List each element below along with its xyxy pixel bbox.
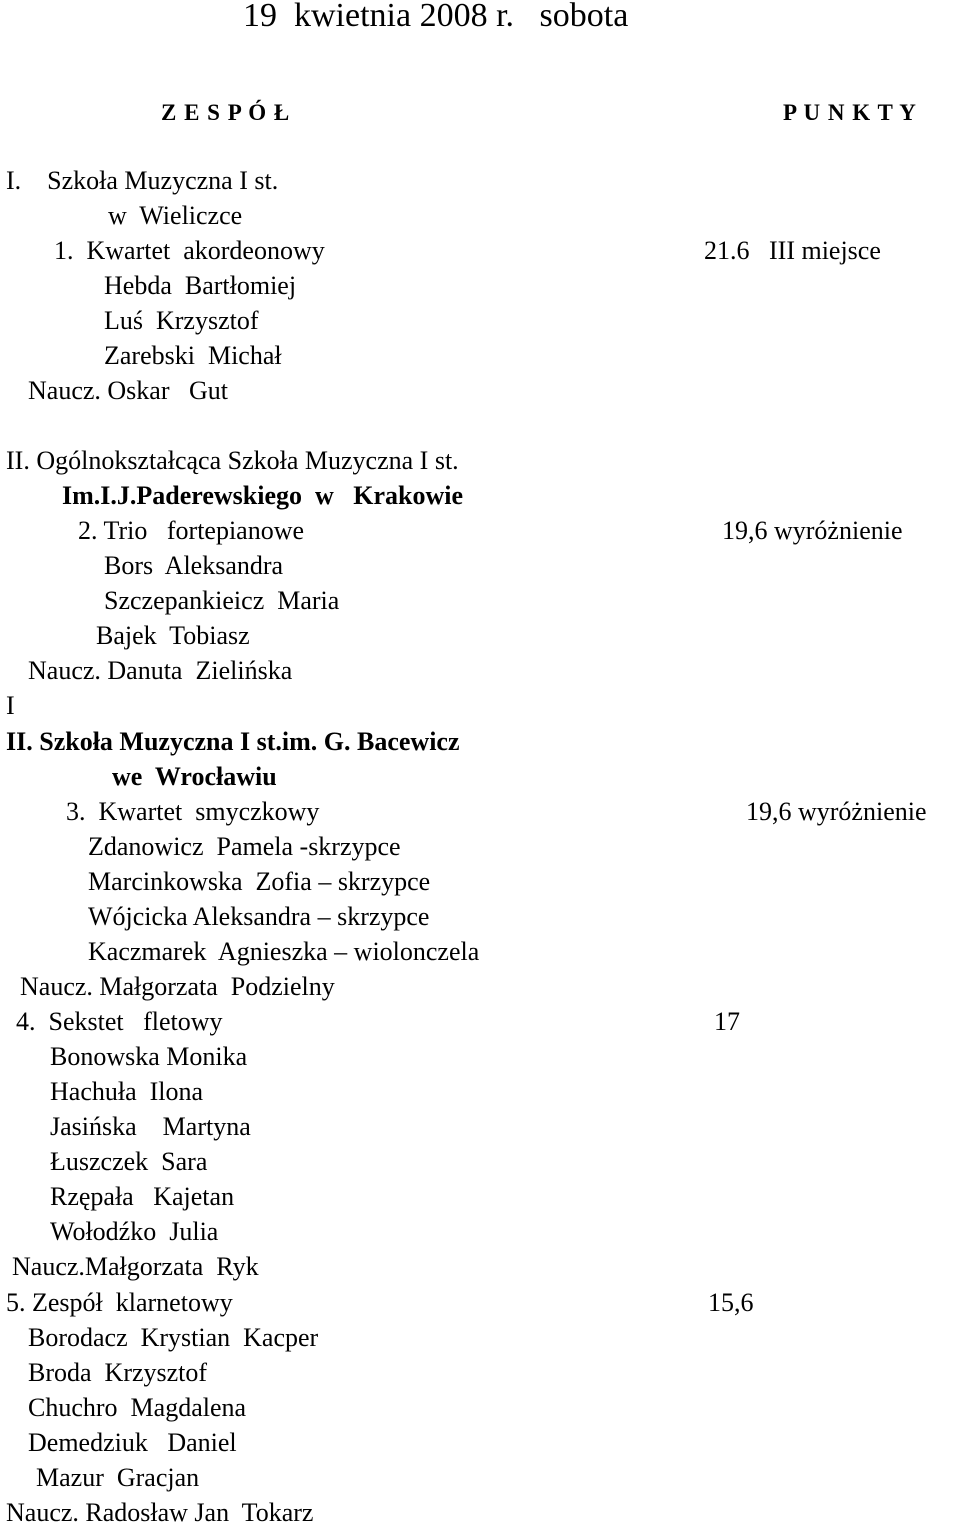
member-name: Rzępała Kajetan [50,1182,235,1211]
member-name: Borodacz Krystian Kacper [28,1323,319,1352]
member-name: Broda Krzysztof [28,1358,208,1387]
column-header-ensemble: Z E S P Ó Ł [161,100,291,125]
member-name: Wołodźko Julia [50,1217,219,1246]
ensemble-score: 19,6 wyróżnienie [722,516,903,545]
teacher-name: Naucz. Radosław Jan Tokarz [6,1498,314,1527]
member-name: Marcinkowska Zofia – skrzypce [88,867,431,896]
ensemble-title: 3. Kwartet smyczkowy [66,797,320,826]
member-name: Bonowska Monika [50,1042,248,1071]
member-name: Jasińska Martyna [50,1112,251,1141]
member-name: Kaczmarek Agnieszka – wiolonczela [88,937,480,966]
member-name: Bajek Tobiasz [96,621,250,650]
member-name: Łuszczek Sara [50,1147,208,1176]
stray-letter: I [6,691,15,720]
school-location: w Wieliczce [108,201,243,230]
ensemble-title: 4. Sekstet fletowy [16,1007,223,1036]
ensemble-title: 5. Zespół klarnetowy [6,1288,233,1317]
ensemble-score: 15,6 [708,1288,754,1317]
member-name: Demedziuk Daniel [28,1428,237,1457]
ensemble-title: 1. Kwartet akordeonowy [54,236,325,265]
school-location: Im.I.J.Paderewskiego w Krakowie [62,481,464,510]
member-name: Zarebski Michał [104,341,282,370]
member-name: Hebda Bartłomiej [104,271,297,300]
member-name: Szczepankieicz Maria [104,586,340,615]
ensemble-score: 19,6 wyróżnienie [746,797,927,826]
page-title: 19 kwietnia 2008 r. sobota [243,0,629,34]
member-name: Wójcicka Aleksandra – skrzypce [88,902,430,931]
member-name: Zdanowicz Pamela -skrzypce [88,832,401,861]
column-header-points: P U N K T Y [783,100,917,125]
ensemble-score: 17 [714,1007,740,1036]
teacher-name: Naucz.Małgorzata Ryk [12,1252,259,1281]
ensemble-title: 2. Trio fortepianowe [78,516,305,545]
teacher-name: Naucz. Małgorzata Podzielny [20,972,335,1001]
school-name: II. Ogólnokształcąca Szkoła Muzyczna I st. [6,446,459,475]
member-name: Chuchro Magdalena [28,1393,247,1422]
teacher-name: Naucz. Danuta Zielińska [28,656,293,685]
member-name: Hachuła Ilona [50,1077,204,1106]
ensemble-score: 21.6 III miejsce [704,236,881,265]
school-location: we Wrocławiu [112,762,277,791]
school-name: II. Szkoła Muzyczna I st.im. G. Bacewicz [6,727,460,756]
member-name: Bors Aleksandra [104,551,284,580]
teacher-name: Naucz. Oskar Gut [28,376,228,405]
school-name: I. Szkoła Muzyczna I st. [6,166,279,195]
member-name: Luś Krzysztof [104,306,259,335]
member-name: Mazur Gracjan [36,1463,200,1492]
